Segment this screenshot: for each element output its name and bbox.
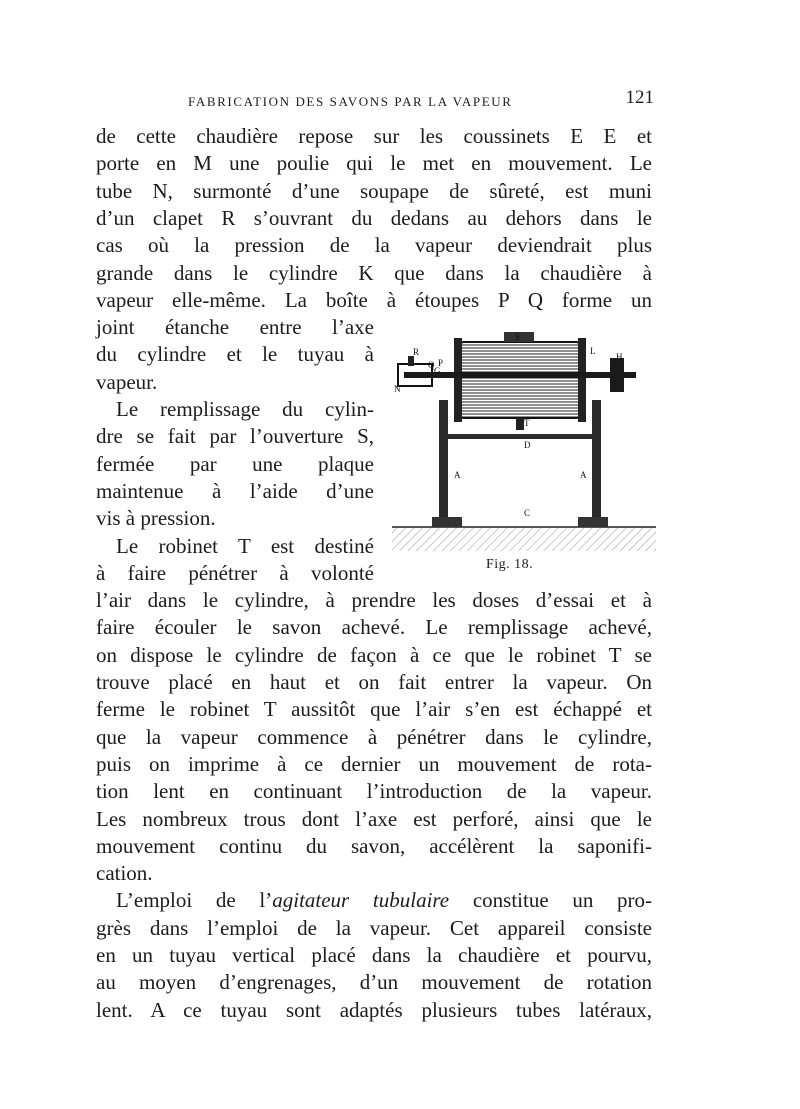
text-line: vapeur. — [96, 369, 158, 394]
text-line: vapeur elle-même. La boîte à étoupes P Q forme un — [96, 287, 652, 312]
label-h: H — [616, 352, 623, 362]
text-line: cation. — [96, 861, 153, 886]
text-line: porte en M une poulie qui le met en mouvement. Le — [96, 151, 652, 176]
text-line: en un tuyau vertical placé dans la chaudière et pourvu, — [96, 943, 652, 967]
text-line: on dispose le cylindre de façon à ce que le robinet T se — [96, 642, 652, 667]
text-line: maintenue à l’aide d’une — [96, 478, 374, 503]
text-line: d’un clapet R s’ouvrant du dedans au dehors dans le — [96, 205, 652, 230]
text-line: lent. A ce tuyau sont adaptés plusieurs tubes latéraux, — [96, 997, 652, 1022]
page-header — [96, 86, 656, 116]
label-q: Q — [428, 360, 435, 370]
text-line: cas où la pression de la vapeur deviendrait plus — [96, 233, 652, 258]
label-t: T — [524, 418, 530, 428]
steam-soap-cylinder-drawing — [384, 320, 658, 584]
label-a-right: A — [580, 470, 587, 480]
running-title: FABRICATION DES SAVONS PAR LA VAPEUR — [188, 94, 513, 109]
text-line: faire écouler le savon achevé. Le remplissage achevé, — [96, 615, 652, 640]
label-r: R — [413, 347, 420, 357]
text-line: du cylindre et le tuyau à — [96, 342, 374, 367]
text-line: Le robinet T est destiné — [116, 533, 374, 558]
text-line: tion lent en continuant l’introduction de la vapeur. — [96, 779, 652, 804]
page-number: 121 — [625, 87, 654, 108]
text-line: mouvement continu du savon, accélèrent la saponifi- — [96, 833, 652, 858]
text-line: ferme le robinet T aussitôt que l’air s’en est échappé et — [96, 697, 652, 722]
figure-caption: Fig. 18. — [486, 557, 534, 572]
text-line: l’air dans le cylindre, à prendre les doses d’essai et à — [96, 588, 652, 613]
text-line: fermée par une plaque — [96, 451, 374, 476]
text-line: dre se fait par l’ouverture S, — [96, 424, 374, 449]
text-line: vis à pression. — [96, 506, 216, 531]
text-line: que la vapeur commence à pénétrer dans le cylindre, — [96, 724, 652, 749]
text-line: Le remplissage du cylin- — [116, 397, 374, 421]
text-line: tube N, surmonté d’une soupape de sûreté, est muni — [96, 178, 652, 203]
text-line: Les nombreux trous dont l’axe est perforé, ainsi que le — [96, 806, 652, 831]
label-s: S — [515, 332, 521, 342]
text-line: grès dans l’emploi de la vapeur. Cet appareil consiste — [96, 915, 652, 940]
text-line: trouve placé en haut et on fait entrer la vapeur. On — [96, 670, 652, 694]
label-g: G — [434, 366, 441, 376]
label-a-left: A — [454, 470, 461, 480]
figure-18-illustration — [384, 320, 658, 584]
text-line: joint étanche entre l’axe — [96, 315, 374, 340]
label-l: L — [590, 346, 596, 356]
italic-term: agitateur tubulaire — [272, 888, 450, 913]
text-line: L’emploi de l’agitateur tubulaire constitue un pro- — [116, 888, 652, 913]
text-line: de cette chaudière repose sur les coussinets E E et — [96, 124, 652, 148]
label-d: D — [524, 440, 531, 450]
label-n: N — [394, 384, 401, 394]
text-line: puis on imprime à ce dernier un mouvement de rota- — [96, 751, 652, 776]
text-line: grande dans le cylindre K que dans la chaudière à — [96, 260, 652, 285]
label-c: C — [524, 508, 531, 518]
text-line: à faire pénétrer à volonté — [96, 560, 374, 585]
text-line: au moyen d’engrenages, d’un mouvement de rotation — [96, 970, 652, 995]
label-p: P — [438, 358, 444, 368]
